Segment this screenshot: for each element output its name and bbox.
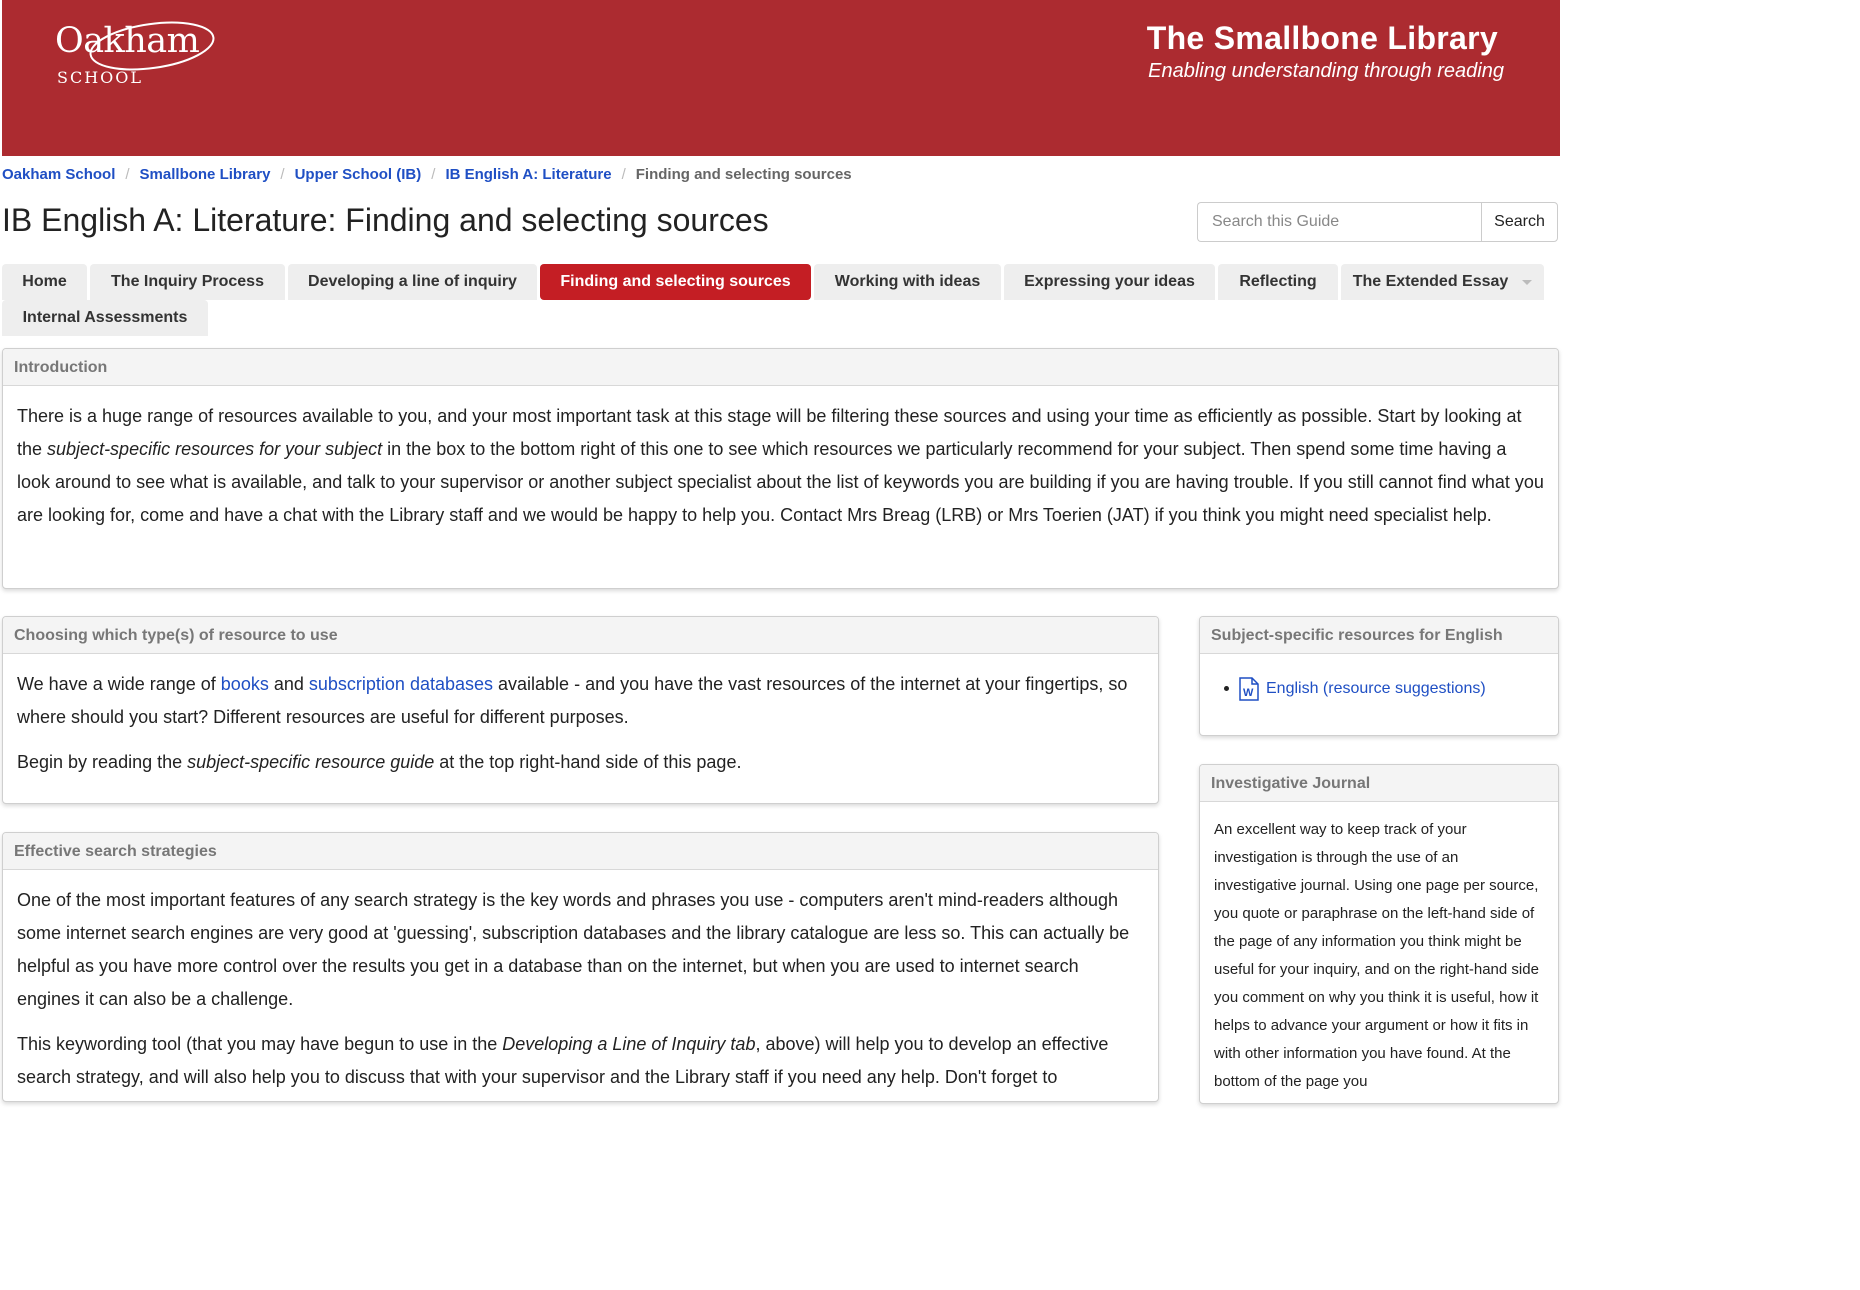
search-button[interactable]: Search: [1481, 202, 1558, 242]
tab-extended-essay[interactable]: [1341, 264, 1544, 300]
choosing-text: and: [268, 674, 309, 694]
tab-label: Home: [22, 273, 67, 290]
page-title: IB English A: Literature: Finding and selecting sources: [2, 202, 769, 238]
tab-inquiry-process[interactable]: [90, 264, 285, 300]
choosing-text: at the top right-hand side of this page.: [434, 752, 742, 772]
effective-paragraph: One of the most important features of any search strategy is the key words and phrases you use - computers aren't mind-readers although some internet search engines are very good at 'guessing', subscription databases and the library catalogue are less so. This can actually be helpful as you have more control over the results you get in a database than on the internet, but when you are used to internet search engines it can also be a challenge.: [17, 890, 1130, 1009]
choosing-emphasis: subject-specific resource guide: [187, 752, 435, 772]
svg-text:W: W: [1243, 686, 1254, 699]
tab-expressing-your-ideas[interactable]: [1004, 264, 1215, 300]
resource-list: [1214, 672, 1544, 705]
effective-body: [3, 870, 1158, 1102]
effective-heading: Effective search strategies: [3, 833, 1158, 870]
effective-text: , above) will help you to develop an effective search strategy, and will also help you to discuss that with your supervisor and the Library staff if you need any help. Don't forget to: [17, 1034, 1109, 1087]
choosing-text: available - and you have the vast resources of the internet at your fingertips, so where should you start? Different resources are useful for different purposes.: [17, 674, 1128, 727]
breadcrumb-separator: /: [125, 166, 130, 183]
subject-resources-heading: Subject-specific resources for English: [1200, 617, 1558, 654]
breadcrumb: [2, 166, 852, 183]
search-input[interactable]: [1197, 202, 1481, 242]
choosing-text: We have a wide range of: [17, 674, 221, 694]
chevron-down-icon: [1522, 280, 1532, 285]
journal-body: An excellent way to keep track of your investigation is through the use of an investigative journal. Using one page per source, you quote or paraphrase on the left-hand side of the page of any information you think might be useful for your inquiry, and on the right-hand side you comment on why you think it is useful, how it helps to advance your argument or how it fits in with other information you have found. At the bottom of the page you: [1214, 821, 1539, 1090]
tab-label: Developing a line of inquiry: [308, 273, 517, 290]
choosing-resources-panel: [2, 616, 1159, 804]
logo-name: Oakham: [55, 21, 200, 61]
tab-home[interactable]: [2, 264, 87, 300]
subject-resources-body: [1200, 654, 1558, 719]
tab-reflecting[interactable]: [1218, 264, 1338, 300]
subscription-databases-link[interactable]: subscription databases: [308, 674, 494, 694]
intro-emphasis: subject-specific resources for your subject: [47, 439, 383, 459]
tab-label: Reflecting: [1239, 273, 1317, 290]
intro-text: There is a huge range of resources available to you, and your most important task at this stage will be filtering these sources and using your time as efficiently as possible. Start by looking at the: [17, 406, 1522, 459]
guide-search: [1197, 202, 1558, 242]
breadcrumb-separator: /: [431, 166, 436, 183]
breadcrumb-upper-school[interactable]: Upper School (IB): [294, 166, 422, 183]
tab-working-with-ideas[interactable]: [814, 264, 1001, 300]
introduction-heading: Introduction: [3, 349, 1558, 386]
list-item: [1224, 672, 1544, 705]
tab-finding-selecting-sources[interactable]: [540, 264, 811, 300]
subject-resources-panel: [1199, 616, 1559, 736]
english-resource-suggestions-link[interactable]: English (resource suggestions): [1266, 680, 1486, 697]
introduction-paragraph: [17, 400, 1544, 532]
effective-text: This keywording tool (that you may have begun to use in the: [17, 1034, 503, 1054]
tab-label: The Inquiry Process: [111, 273, 264, 290]
breadcrumb-ib-english[interactable]: IB English A: Literature: [445, 166, 612, 183]
breadcrumb-separator: /: [280, 166, 285, 183]
breadcrumb-separator: /: [621, 166, 626, 183]
library-tagline: Enabling understanding through reading: [1148, 60, 1504, 82]
library-title: The Smallbone Library: [1146, 20, 1498, 56]
books-link[interactable]: books: [220, 674, 269, 694]
introduction-panel: [2, 348, 1559, 589]
investigative-journal-panel: [1199, 764, 1559, 1104]
choosing-body: [3, 654, 1158, 804]
site-banner: [2, 0, 1560, 156]
choosing-paragraph: [17, 668, 1144, 734]
tab-label: Internal Assessments: [22, 309, 188, 326]
word-doc-icon: [1239, 677, 1259, 701]
tab-label: Expressing your ideas: [1024, 273, 1195, 290]
breadcrumb-oakham-school[interactable]: Oakham School: [2, 166, 116, 183]
effective-search-panel: [2, 832, 1159, 1102]
effective-paragraph: [17, 1028, 1144, 1094]
breadcrumb-smallbone-library[interactable]: Smallbone Library: [139, 166, 271, 183]
tab-label: The Extended Essay: [1352, 273, 1509, 290]
journal-heading: Investigative Journal: [1200, 765, 1558, 802]
choosing-text: Begin by reading the: [17, 752, 188, 772]
breadcrumb-current: Finding and selecting sources: [635, 166, 852, 183]
intro-text: in the box to the bottom right of this one to see which resources we particularly recommend for your subject. Then spend some time having a look around to see what is available, and talk to your supervisor or another subject specialist about the list of keywords you are building if you are having trouble. If you still cannot find what you are looking for, come and have a chat with the Library staff and we would be happy to help you. Contact Mrs Breag (LRB) or Mrs Toerien (JAT) if you think you might need specialist help.: [17, 439, 1544, 525]
choosing-heading: Choosing which type(s) of resource to use: [3, 617, 1158, 654]
choosing-paragraph: [17, 746, 1144, 779]
effective-emphasis: Developing a Line of Inquiry tab: [502, 1034, 756, 1054]
tab-label: Working with ideas: [834, 273, 981, 290]
tab-internal-assessments[interactable]: [2, 300, 208, 336]
logo-sub: SCHOOL: [57, 68, 144, 87]
bullet-icon: [1224, 686, 1229, 691]
introduction-body: [3, 386, 1558, 558]
tab-label: Finding and selecting sources: [560, 273, 791, 290]
tab-developing-line-of-inquiry[interactable]: [288, 264, 537, 300]
oakham-school-logo[interactable]: [52, 18, 232, 93]
